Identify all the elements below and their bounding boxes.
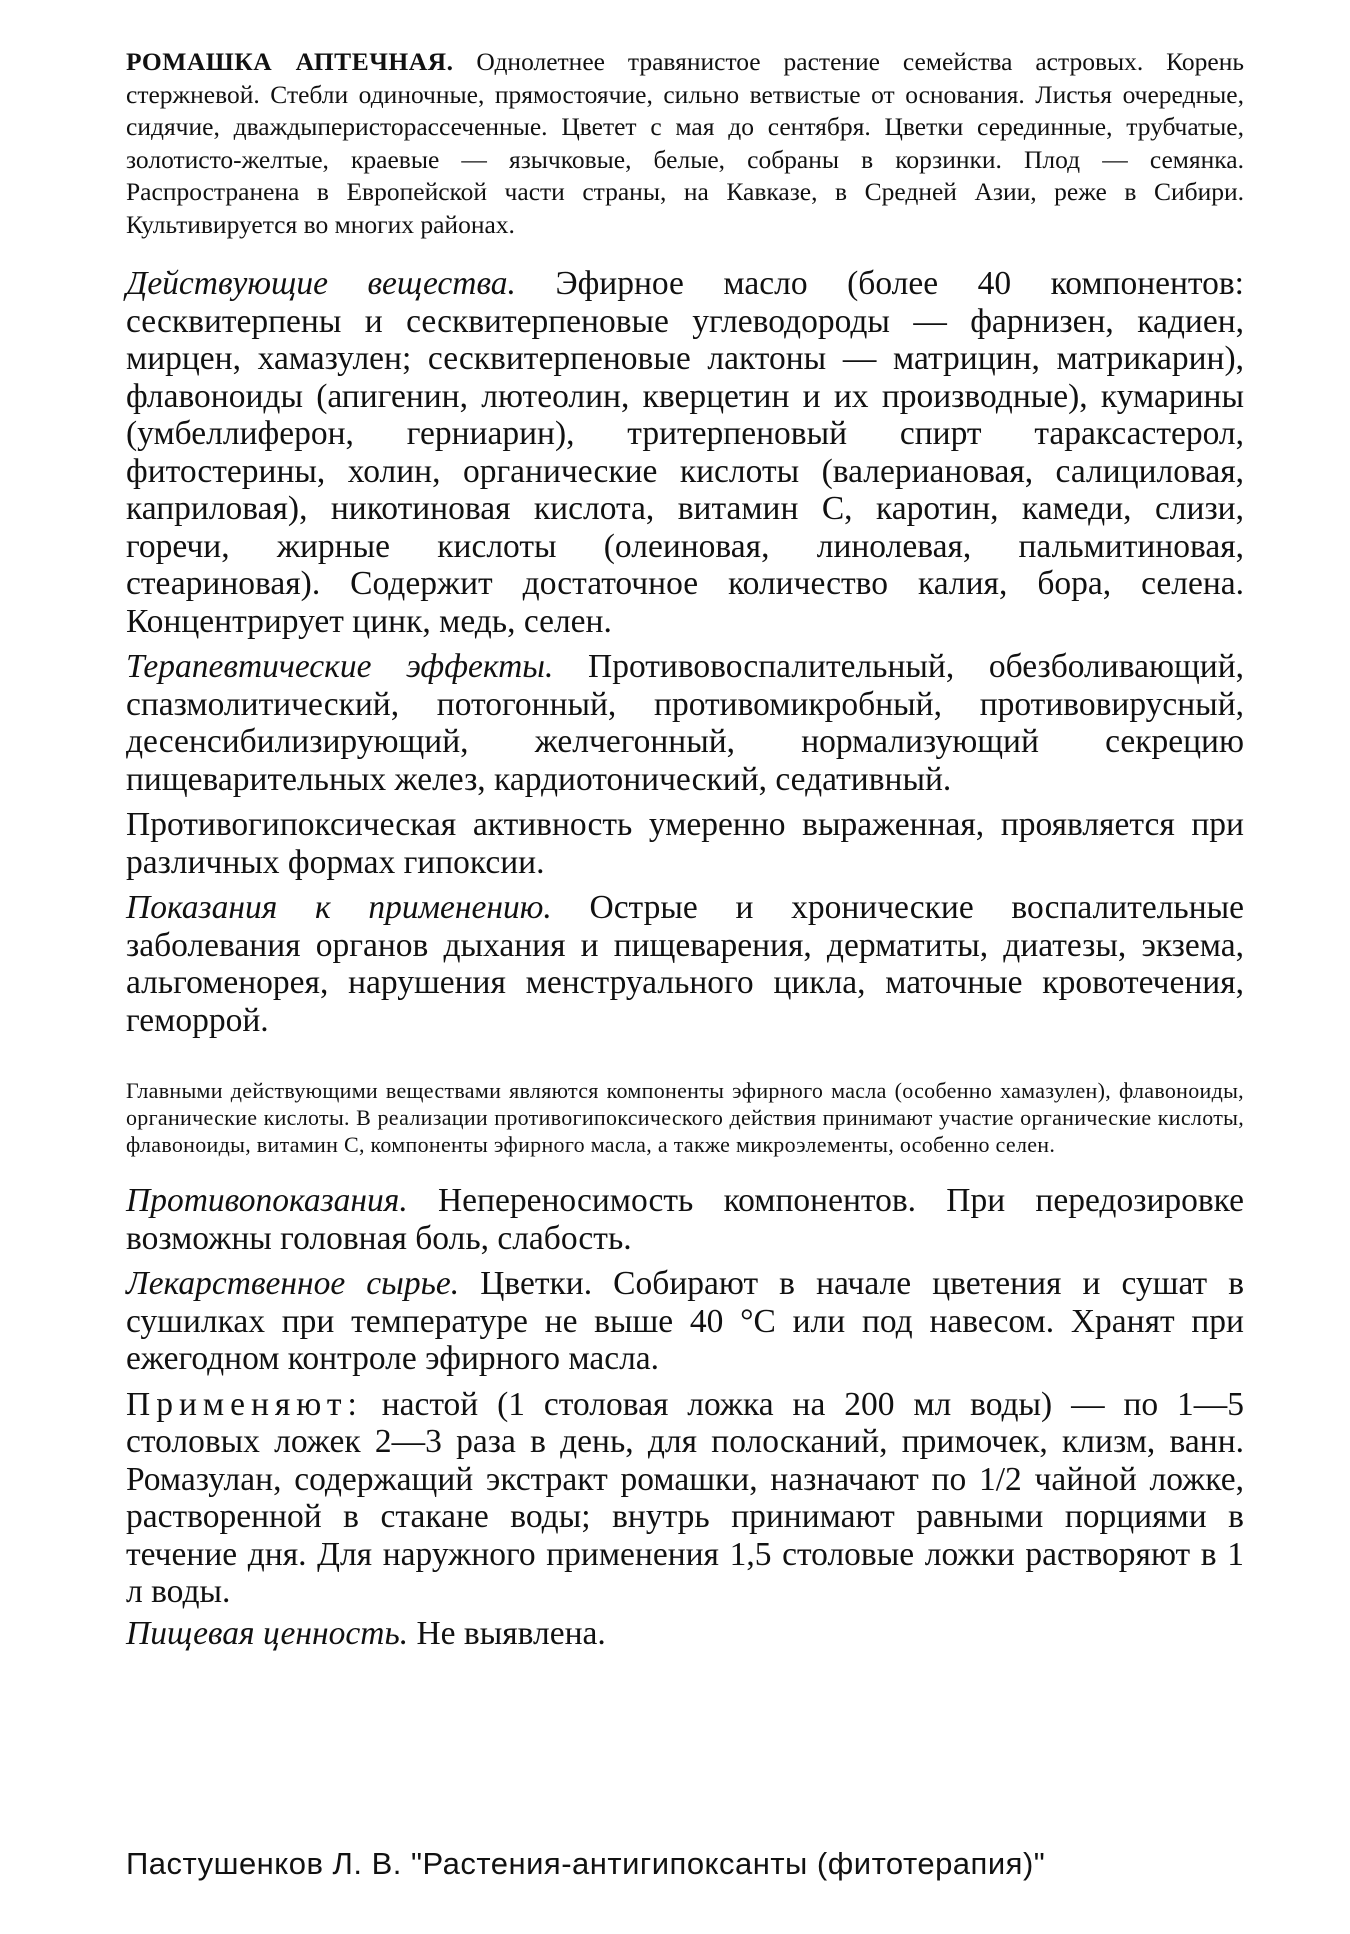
active-substances-label: Действующие вещества.: [126, 265, 516, 302]
active-substances-paragraph: [126, 265, 1244, 640]
contraindications-paragraph: [126, 1182, 1244, 1257]
raw-material-text: Цветки. Собирают в начале цветения и сушат в сушилках при температуре не выше 40 °С или под навесом. Хранят при ежегодном контроле эфирного масла.: [126, 1265, 1245, 1377]
note-paragraph: Главными действующими веществами являются компоненты эфирного масла (особенно хамазулен), флавоноиды, органические кислоты. В реализации противогипоксического действия принимают участие органические кислоты, флавоноиды, витамин С, компоненты эфирного масла, а также микроэлементы, особенно селен.: [126, 1078, 1244, 1157]
indications-paragraph: [126, 889, 1244, 1039]
romazulan-text: Ромазулан, содержащий экстракт ромашки, назначают по 1/2 чайной ложке, растворенной в стакане воды; внутрь принимают равными порциями в течение дня. Для наружного применения 1,5 столовые ложки растворяют в 1 л воды.: [126, 1460, 1244, 1610]
intro-text: Однолетнее травянистое растение семейства астровых. Корень стержневой. Стебли одиночные, прямостоячие, сильно ветвистые от основания. Листья очередные, сидячие, дваждыперисторассеченные. Цветет с мая до сентября. Цветки серединные, трубчатые, золотисто-желтые, краевые — язычковые, белые, собраны в корзинки. Плод — семянка. Распространена в Европейской части страны, на Кавказе, в Средней Азии, реже в Сибири. Культивируется во многих районах.: [126, 47, 1244, 239]
raw-material-paragraph: [126, 1265, 1244, 1378]
usage-label: Применяют:: [126, 1385, 363, 1423]
article-page: [126, 46, 1244, 1652]
active-substances-text: Эфирное масло (более 40 компонентов: сесквитерпены и сесквитерпеновые углеводороды — фарнизен, кадиен, мирцен, хамазулен; сесквитерпеновые лактоны — матрицин, матрикарин), флавоноиды (апигенин, лютеолин, кверцетин и их производные), кумарины (умбеллиферон, герниарин), тритерпеновый спирт тараксастерол, фитостерины, холин, органические кислоты (валериановая, салициловая, каприловая), никотиновая кислота, витамин С, каротин, камеди, слизи, горечи, жирные кислоты (олеиновая, линолевая, пальмитиновая, стеариновая). Содержит достаточное количество калия, бора, селена. Концентрирует цинк, медь, селен.: [126, 265, 1244, 640]
usage-paragraph: [126, 1386, 1244, 1611]
nutrition-label: Пищевая ценность.: [126, 1614, 409, 1652]
raw-material-label: Лекарственное сырье.: [126, 1265, 460, 1302]
contraindications-text: Непереносимость компонентов. При передозировке возможны головная боль, слабость.: [126, 1182, 1244, 1257]
antihypoxic-paragraph: Противогипоксическая активность умеренно выраженная, проявляется при различных формах гипоксии.: [126, 806, 1244, 881]
contraindications-label: Противопоказания.: [126, 1182, 408, 1219]
therapeutic-effects-label: Терапевтические эффекты.: [126, 648, 554, 685]
source-citation: Пастушенков Л. В. "Растения-антигипоксанты (фитотерапия)": [126, 1846, 1046, 1881]
usage-text: настой (1 столовая ложка на 200 мл воды) — по 1—5 столовых ложек 2—3 раза в день, для полосканий, примочек, клизм, ванн.: [126, 1385, 1244, 1460]
nutrition-text: Не выявлена.: [416, 1614, 606, 1652]
indications-label: Показания к применению.: [126, 889, 552, 926]
intro-paragraph: [126, 46, 1244, 241]
indications-text: Острые и хронические воспалительные заболевания органов дыхания и пищеварения, дерматиты, диатезы, экзема, альгоменорея, нарушения менструального цикла, маточные кровотечения, геморрой.: [126, 889, 1245, 1039]
therapeutic-effects-paragraph: [126, 648, 1244, 798]
therapeutic-effects-text: Противовоспалительный, обезболивающий, спазмолитический, потогонный, противомикробный, противовирусный, десенсибилизирующий, желчегонный, нормализующий секрецию пищеварительных желез, кардиотонический, седативный.: [126, 648, 1244, 798]
article-heading: РОМАШКА АПТЕЧНАЯ.: [126, 47, 454, 76]
nutrition-paragraph: [126, 1615, 1244, 1653]
